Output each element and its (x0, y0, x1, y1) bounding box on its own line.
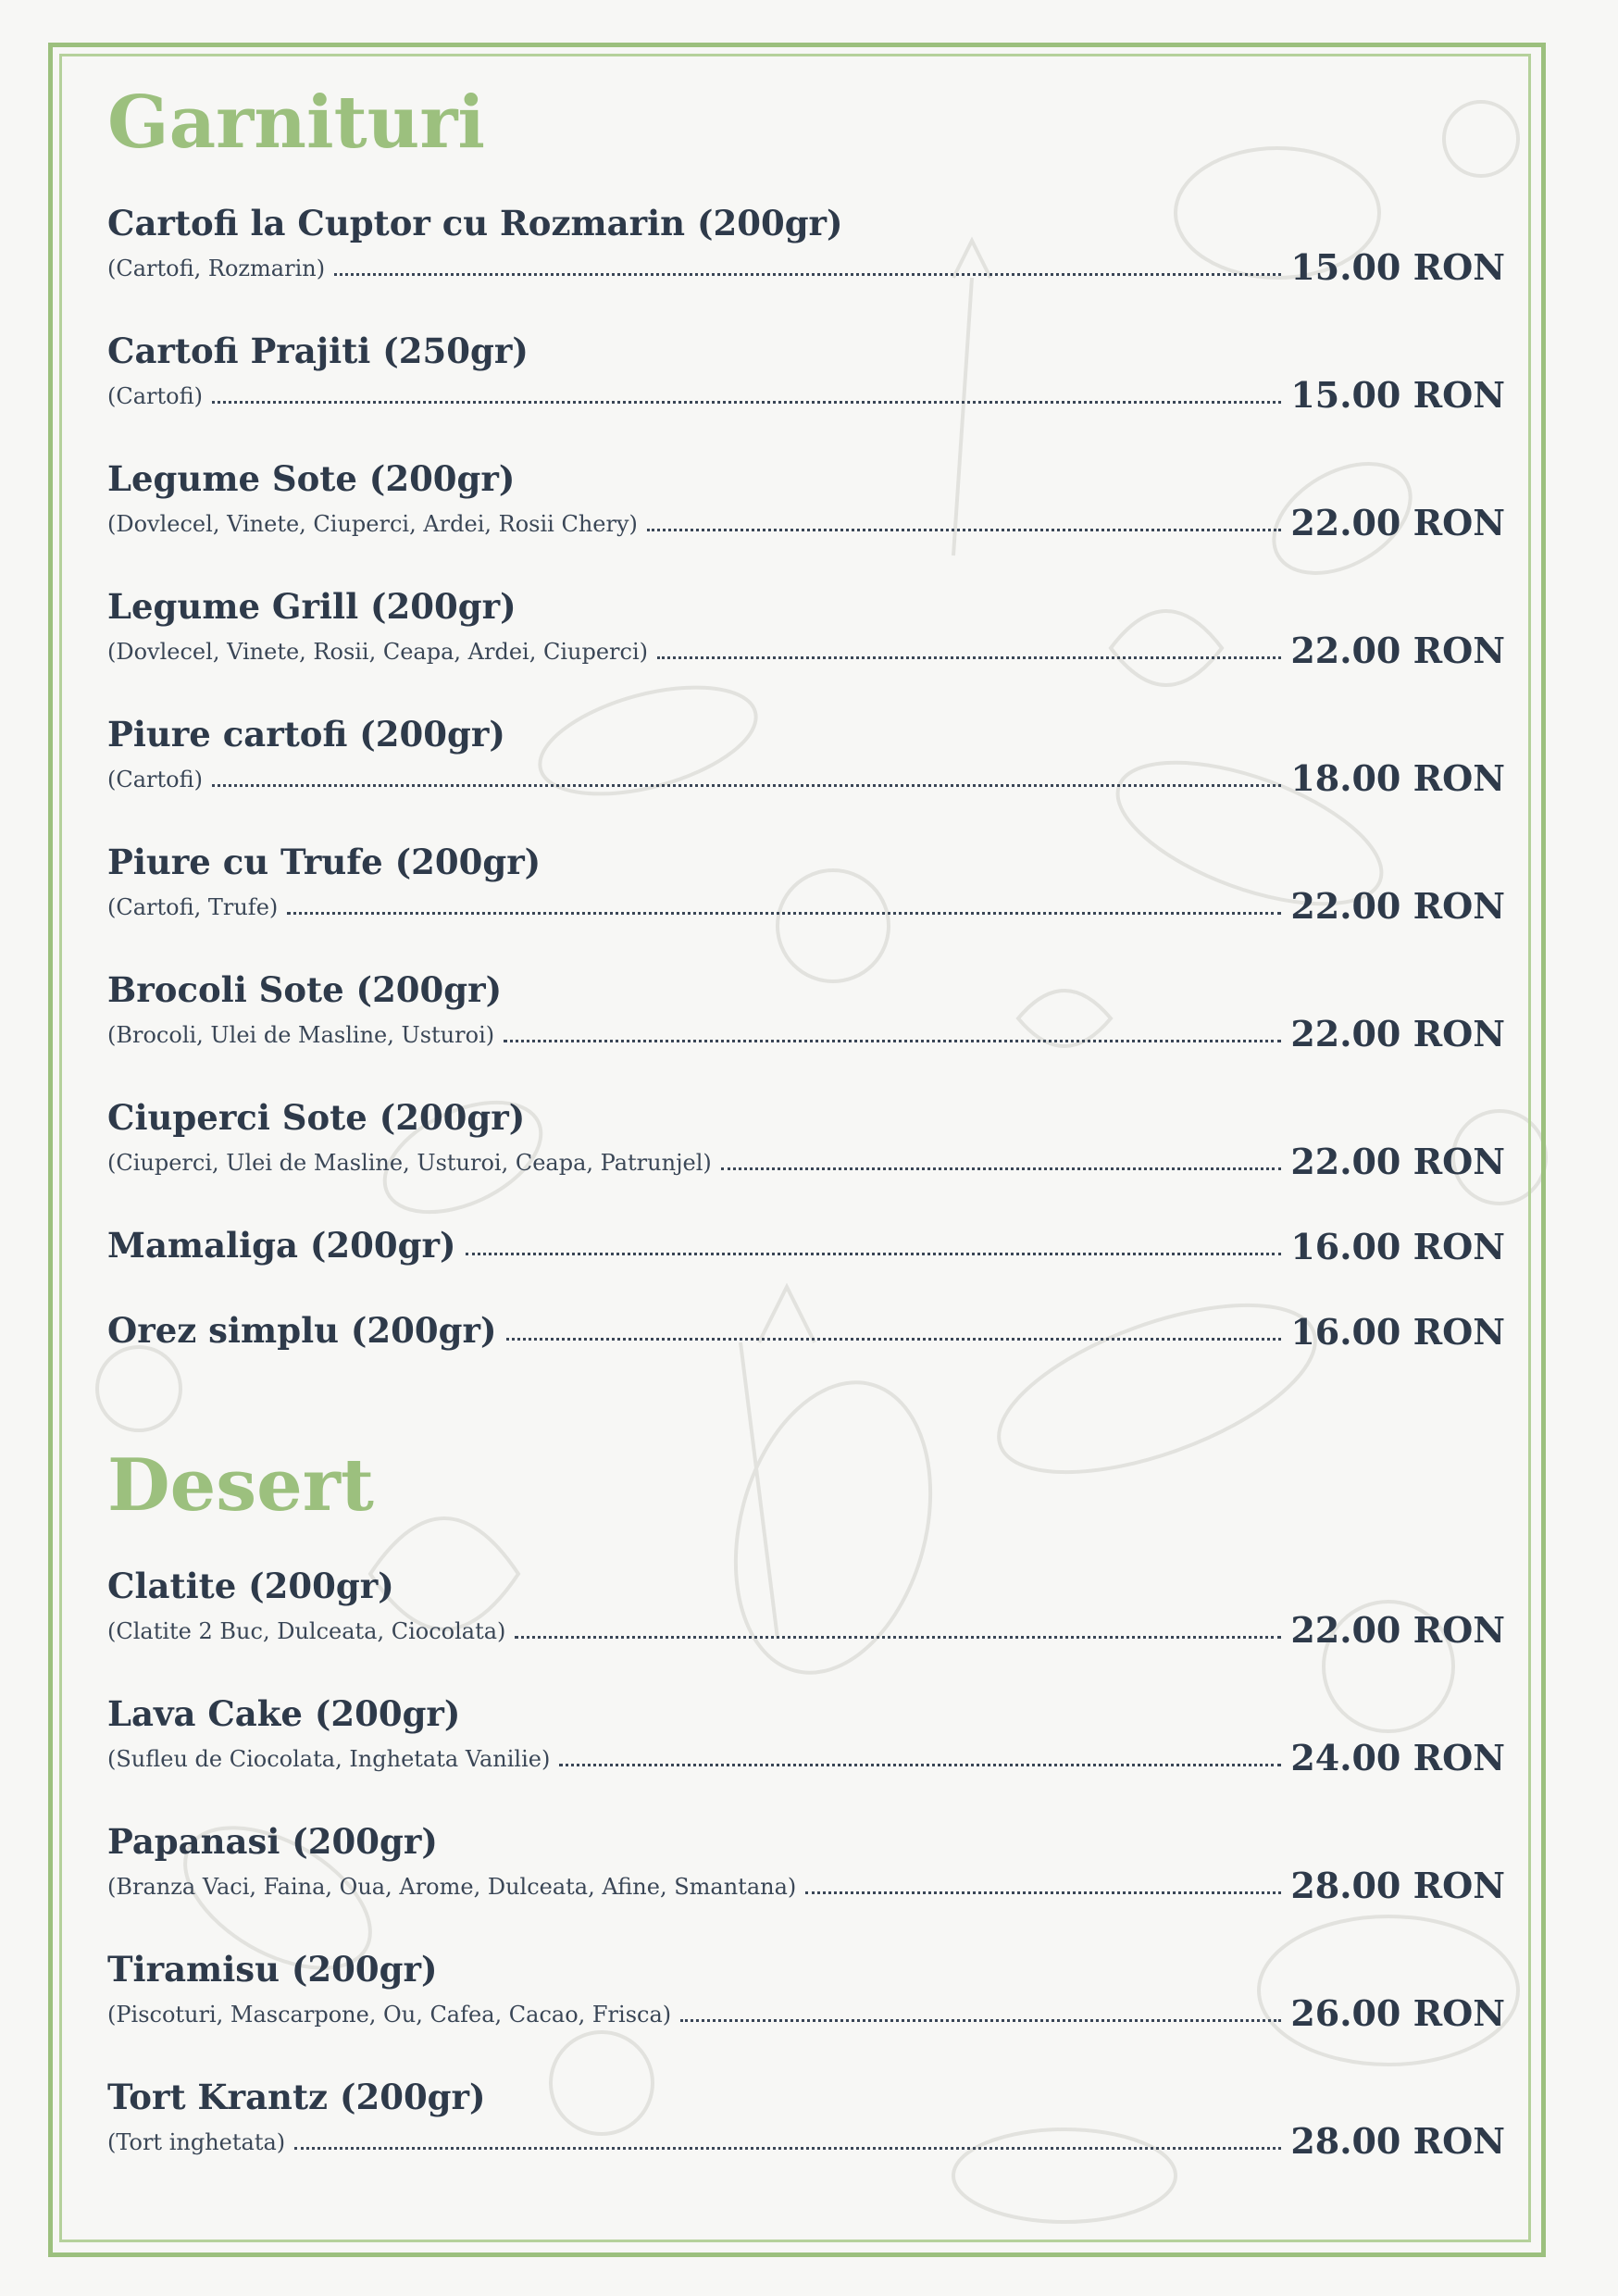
item-description: (Tort inghetata) (107, 2129, 286, 2155)
item-price: 22.00 RON (1290, 885, 1505, 927)
item-name: Piure cartofi (200gr) (107, 714, 505, 755)
item-price: 24.00 RON (1290, 1737, 1505, 1778)
item-price: 22.00 RON (1290, 630, 1505, 671)
item-price: 16.00 RON (1290, 1311, 1505, 1353)
item-name: Clatite (200gr) (107, 1566, 394, 1606)
menu-item (107, 1691, 1505, 1818)
item-name: Lava Cake (200gr) (107, 1693, 461, 1734)
desert-list (107, 1563, 1505, 2202)
item-name: Ciuperci Sote (200gr) (107, 1097, 526, 1138)
menu-item (107, 1094, 1505, 1222)
item-description: (Cartofi) (107, 767, 203, 792)
menu-item (107, 1222, 1505, 1307)
dotted-leader (805, 1891, 1281, 1894)
menu-item (107, 1946, 1505, 2074)
item-description: (Cartofi) (107, 383, 203, 409)
garnituri-list (107, 200, 1505, 1392)
item-name: Piure cu Trufe (200gr) (107, 842, 541, 882)
item-name: Papanasi (200gr) (107, 1821, 438, 1862)
section-title-desert: Desert (107, 1443, 374, 1528)
item-description: (Dovlecel, Vinete, Rosii, Ceapa, Ardei, Ciuperci) (107, 639, 648, 665)
item-name: Cartofi Prajiti (250gr) (107, 331, 529, 371)
menu-item (107, 200, 1505, 328)
dotted-leader (559, 1764, 1281, 1766)
menu-item (107, 1307, 1505, 1392)
dotted-leader (466, 1253, 1282, 1255)
dotted-leader (504, 1040, 1281, 1042)
item-price: 16.00 RON (1290, 1226, 1505, 1267)
dotted-leader (515, 1636, 1281, 1639)
item-description: (Cartofi, Trufe) (107, 894, 279, 920)
dotted-leader (334, 273, 1281, 276)
item-description: (Dovlecel, Vinete, Ciuperci, Ardei, Rosii Chery) (107, 511, 638, 537)
dotted-leader (212, 401, 1281, 404)
dotted-leader (657, 656, 1281, 659)
item-description: (Sufleu de Ciocolata, Inghetata Vanilie) (107, 1746, 551, 1772)
item-price: 15.00 RON (1290, 374, 1505, 416)
item-price: 26.00 RON (1290, 1992, 1505, 2034)
menu-item (107, 455, 1505, 583)
dotted-leader (212, 784, 1281, 787)
item-name: Mamaliga (200gr) (107, 1225, 456, 1266)
dotted-leader (287, 912, 1281, 915)
item-description: (Ciuperci, Ulei de Masline, Usturoi, Ceapa, Patrunjel) (107, 1150, 712, 1176)
item-description: (Cartofi, Rozmarin) (107, 256, 326, 281)
dotted-leader (680, 2019, 1281, 2022)
item-description: (Piscoturi, Mascarpone, Ou, Cafea, Cacao, Frisca) (107, 2002, 672, 2028)
menu-item (107, 2074, 1505, 2202)
item-name: Cartofi la Cuptor cu Rozmarin (200gr) (107, 203, 843, 243)
item-price: 22.00 RON (1290, 1013, 1505, 1054)
dotted-leader (721, 1167, 1282, 1170)
dotted-leader (294, 2147, 1281, 2150)
item-description: (Branza Vaci, Faina, Oua, Arome, Dulceata, Afine, Smantana) (107, 1874, 797, 1900)
item-price: 28.00 RON (1290, 1865, 1505, 1906)
menu-item (107, 583, 1505, 711)
menu-item (107, 967, 1505, 1094)
item-name: Legume Grill (200gr) (107, 586, 517, 627)
item-name: Brocoli Sote (200gr) (107, 969, 503, 1010)
dotted-leader (647, 529, 1281, 531)
item-name: Legume Sote (200gr) (107, 458, 516, 499)
item-price: 28.00 RON (1290, 2120, 1505, 2162)
menu-item (107, 1818, 1505, 1946)
menu-item (107, 328, 1505, 455)
item-price: 22.00 RON (1290, 1609, 1505, 1651)
menu-item (107, 839, 1505, 967)
menu-page (107, 83, 1505, 2202)
item-name: Tort Krantz (200gr) (107, 2077, 486, 2117)
item-name: Tiramisu (200gr) (107, 1949, 438, 1990)
item-name: Orez simplu (200gr) (107, 1310, 497, 1351)
item-price: 18.00 RON (1290, 757, 1505, 799)
section-title-garnituri: Garnituri (107, 81, 486, 165)
item-price: 22.00 RON (1290, 1141, 1505, 1182)
item-price: 15.00 RON (1290, 246, 1505, 288)
menu-item (107, 711, 1505, 839)
dotted-leader (506, 1338, 1282, 1341)
menu-item (107, 1563, 1505, 1691)
item-price: 22.00 RON (1290, 502, 1505, 543)
item-description: (Brocoli, Ulei de Masline, Usturoi) (107, 1022, 495, 1048)
item-description: (Clatite 2 Buc, Dulceata, Ciocolata) (107, 1618, 506, 1644)
